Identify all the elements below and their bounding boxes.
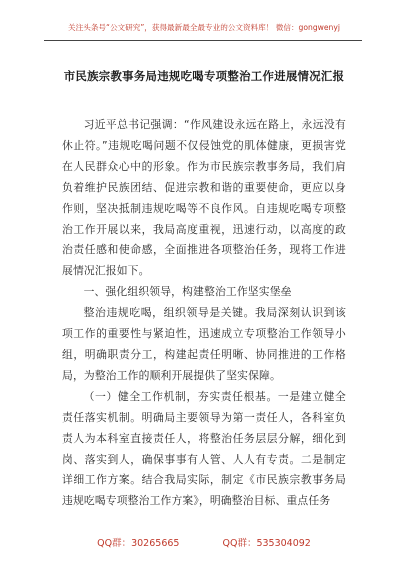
qq-group-1: QQ群：30265665 [97, 538, 180, 549]
header-divider [44, 40, 362, 41]
document-body [62, 115, 346, 512]
qq-group-2: QQ群：535304092 [222, 538, 311, 549]
section-heading: 一、强化组织领导，构建整治工作坚实堡垒 [83, 285, 292, 299]
footer-contact [0, 535, 408, 549]
subsection-paragraph: （一）健全工作机制，夯实责任根基。一是建立健全责任落实机制。明确局主要领导为第一责任人，各科室负责人为本科室直接责任人，将整治任务层层分解，细化到岗、落实到人，确保事事有人管、人人有专责。二是制定详细工作方案。结合我局实际，制定《市民族宗教事务局违规吃喝专项整治工作方案》，明确整治目标、重点任务 [62, 389, 346, 508]
section-paragraph: 整治违规吃喝，组织领导是关键。我局深刻认识到该项工作的重要性与紧迫性，迅速成立专项整治工作领导小组，明确职责分工，构建起责任明晰、协同推进的工作格局，为整治工作的顺利开展提供了坚实保障。 [62, 306, 346, 382]
header-banner: 关注头条号“公文研究”，获得最新最全最专业的公文资料库！ 微信：gongwenyj [68, 23, 340, 32]
intro-paragraph: 习近平总书记强调：“作风建设永远在路上，永远没有休止符。”违规吃喝问题不仅侵蚀党的肌体健康，更损害党在人民群众心中的形象。作为市民族宗教事务局，我们肩负着维护民族团结、促进宗教和谐的重要使命，更应以身作则，坚决抵制违规吃喝等不良作风。自违规吃喝专项整治工作开展以来，我局高度重视，迅速行动，以高度的政治责任感和使命感，全面推进各项整治任务，现将工作进展情况汇报如下。 [62, 118, 346, 278]
document-title: 市民族宗教事务局违规吃喝专项整治工作进展情况汇报 [63, 69, 345, 83]
